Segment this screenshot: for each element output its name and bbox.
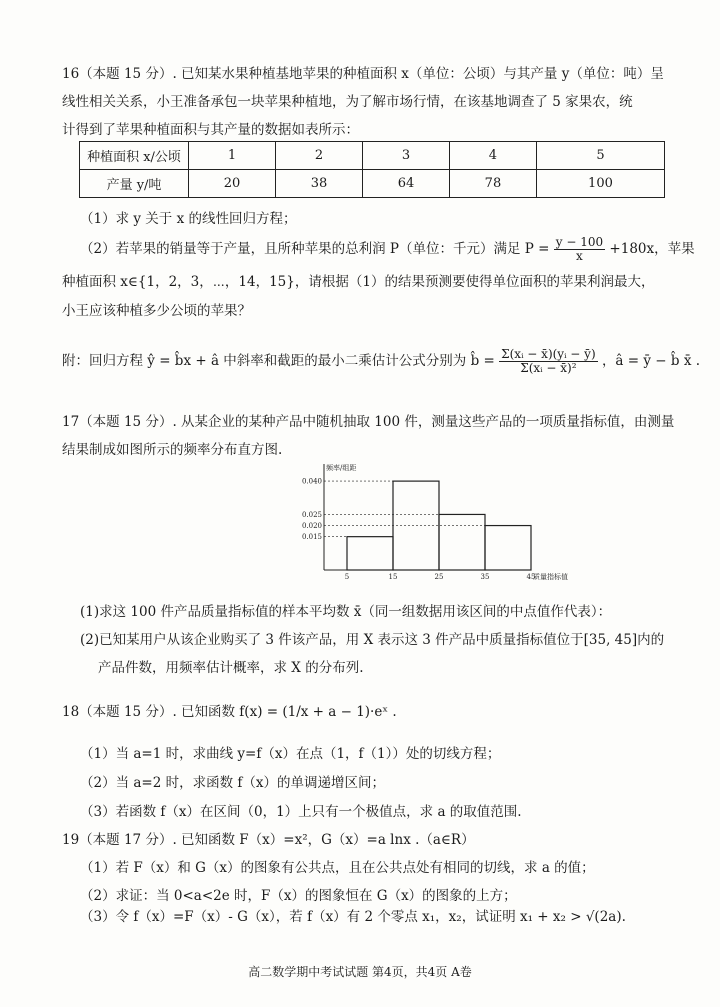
q16-line2: 线性相关关系，小王准备承包一块苹果种植地，为了解市场行情，在该基地调查了 5 家果农，统 [62,94,633,110]
table-row [80,170,665,198]
appendix-tail: ，â = ȳ − b̂ x̄ . [601,353,701,369]
table-cell: 2 [275,142,362,170]
table-cell: 3 [362,142,449,170]
table-cell: 5 [536,142,664,170]
table-cell: 64 [362,170,449,198]
x-tick-label: 35 [480,573,490,581]
q19-part2: （2）求证：当 0<a<2e 时，F（x）的图象恒在 G（x）的图象的上方； [80,888,517,904]
data-table [79,141,665,198]
y-tick-label: 0.040 [301,477,322,486]
y-tick-label: 0.025 [301,510,322,519]
histogram-bar [347,537,393,570]
q17-part2-line2: 产品件数，用频率估计概率，求 X 的分布列. [98,660,364,676]
q16-part2-text: （2）若苹果的销量等于产量，且所种苹果的总利润 P（单位：千元）满足 P = [80,241,550,257]
q18-part3: （3）若函数 f（x）在区间（0，1）上只有一个极值点，求 a 的取值范围. [80,804,522,820]
profit-fraction [554,236,605,263]
histogram-layer [302,463,568,581]
q17-line2: 结果制成如图所示的频率分布直方图. [62,442,283,458]
table-cell: 4 [449,142,536,170]
slope-fraction [499,348,598,375]
fraction-denominator: Σ(xᵢ − x̄)² [520,361,577,375]
x-tick-label: 15 [388,573,398,581]
fraction-denominator: x [576,249,583,263]
x-tick-label: 5 [344,573,350,581]
q19-part1: （1）若 F（x）和 G（x）的图象有公共点，且在公共点处有相同的切线，求 a 的值； [80,860,595,876]
x-tick-label: 25 [434,573,444,581]
table-cell: 20 [189,170,276,198]
q16-appendix [62,348,700,375]
y-tick-label: 0.020 [301,522,322,531]
q16-part2 [80,236,695,263]
histogram-bar [439,514,485,570]
x-tick-label: 45 [526,573,536,581]
appendix-text: 附：回归方程 ŷ = b̂x + â 中斜率和截距的最小二乘估计公式分别为 b̂ = [62,353,495,369]
q16-line1: 16（本题 15 分）. 已知某水果种植基地苹果的种植面积 x（单位：公顷）与其产量 y（单位：吨）呈 [62,66,664,82]
row-label-area: 种植面积 x/公顷 [80,142,189,170]
fraction-numerator: y − 100 [555,235,604,249]
q18-line1: 18（本题 15 分）. 已知函数 f(x) = (1/x + a − 1)·eˣ . [62,704,397,720]
q18-part1: （1）当 a=1 时，求曲线 y=f（x）在点（1，f（1））处的切线方程； [80,746,501,762]
q17-part1: (1)求这 100 件产品质量指标值的样本平均数 x̄（同一组数据用该区间的中点值作代表）： [80,604,612,620]
q16-line3: 计得到了苹果种植面积与其产量的数据如表所示： [62,122,359,138]
table-cell: 1 [189,142,276,170]
table-row [80,142,665,170]
histogram-chart [290,462,568,587]
y-axis-label: 频率/组距 [326,464,357,472]
q19-line1: 19（本题 17 分）. 已知函数 F（x）=x²，G（x）=a lnx .（a∈R） [62,832,475,848]
table-cell: 38 [275,170,362,198]
x-axis-label: 质量指标值 [533,573,568,581]
table-cell: 78 [449,170,536,198]
q18-part2: （2）当 a=2 时，求函数 f（x）的单调递增区间； [80,775,386,791]
q17-line1: 17（本题 15 分）. 从某企业的某种产品中随机抽取 100 件，测量这些产品的一项质量指标值，由测量 [62,414,675,430]
q19-part3: （3）令 f（x）=F（x）- G（x），若 f（x）有 2 个零点 x₁，x₂，试证明 x₁ + x₂ > √(2a). [80,909,626,925]
fraction-numerator: Σ(xᵢ − x̄)(yᵢ − ȳ) [501,347,596,361]
table-cell: 100 [536,170,664,198]
q16-part1: （1）求 y 关于 x 的线性回归方程； [80,211,297,227]
histogram-bar [485,526,531,570]
page-footer: 高二数学期中考试试题 第4页，共4页 A卷 [248,965,472,979]
row-label-yield: 产量 y/吨 [80,170,189,198]
q16-part2-line2: 种植面积 x∈{1，2，3，⋯，14，15}，请根据（1）的结果预测要使得单位面积的苹果利润最大， [62,274,655,290]
y-tick-label: 0.015 [301,533,322,542]
q16-part2-line3: 小王应该种植多少公顷的苹果？ [62,303,251,319]
q17-part2: (2)已知某用户从该企业购买了 3 件该产品，用 X 表示这 3 件产品中质量指标值位于[35, 45]内的 [80,632,665,648]
q16-part2-tail: +180x，苹果 [609,241,695,257]
